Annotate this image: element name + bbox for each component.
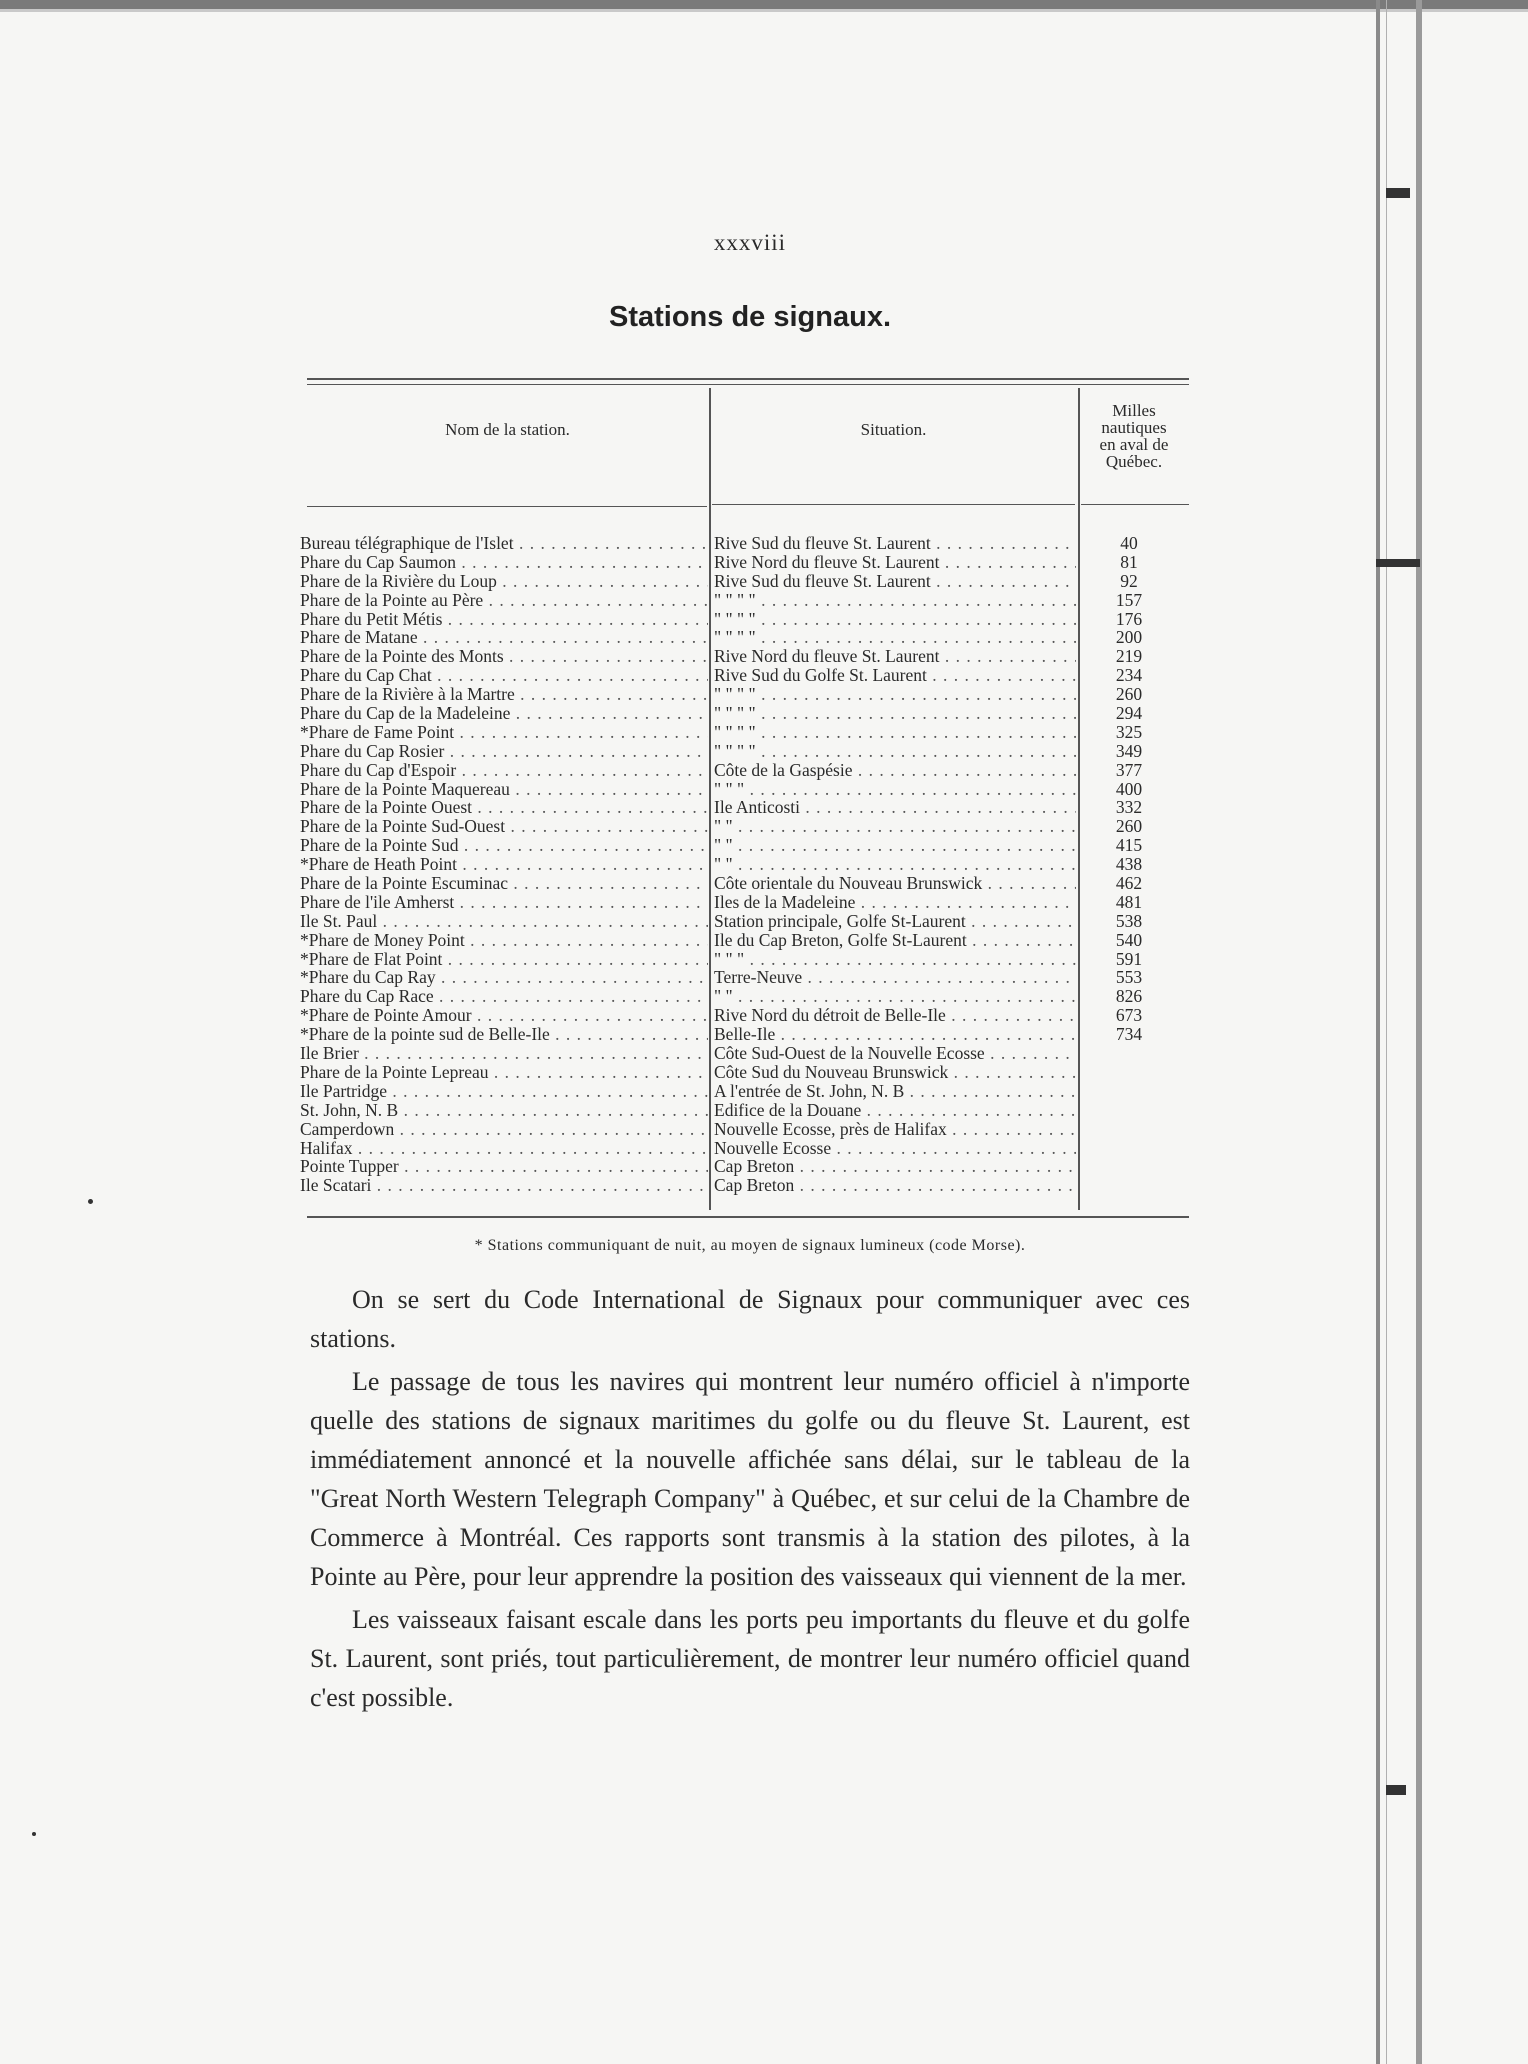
station-situation: Rive Sud du fleuve St. Laurent . . .: [714, 534, 1076, 553]
station-situation: Rive Nord du fleuve St. Laurent . . .: [714, 553, 1076, 572]
binding-mark: [1376, 559, 1420, 567]
station-name: Phare du Cap d'Espoir . . .: [300, 761, 708, 780]
station-name: *Phare de Heath Point . . .: [300, 855, 708, 874]
station-name: Phare de la Rivière à la Martre . . .: [300, 685, 708, 704]
station-name: *Phare de Flat Point . . .: [300, 950, 708, 969]
station-situation: Edifice de la Douane . . .: [714, 1101, 1076, 1120]
station-name: Phare de la Pointe Sud . . .: [300, 836, 708, 855]
station-name: Phare de Matane . . .: [300, 628, 708, 647]
paragraph: Les vaisseaux faisant escale dans les ports peu importants du fleuve et du golfe St. Laurent, sont priés, tout particulièrement, de montrer leur numéro officiel quand c'est possible.: [310, 1605, 1190, 1712]
column-header-situation: Situation.: [860, 420, 927, 439]
station-situation: Côte de la Gaspésie . . .: [714, 761, 1076, 780]
station-situation: " " . . .: [714, 855, 1076, 874]
station-name: Halifax . . .: [300, 1139, 708, 1158]
column-header-miles-line: nautiques: [1101, 418, 1167, 437]
station-name: St. John, N. B . . .: [300, 1101, 708, 1120]
table-row: [300, 1006, 1200, 1025]
table-row: [300, 893, 1200, 912]
table-header-rule: [712, 504, 1075, 505]
station-miles: 294: [1115, 703, 1143, 724]
table-row: [300, 1101, 1200, 1120]
scan-speck: [32, 1832, 36, 1836]
table-footnote: * Stations communiquant de nuit, au moyen de signaux lumineux (code Morse).: [474, 1237, 1026, 1254]
table-header-rule: [1081, 504, 1189, 505]
table-row: [300, 817, 1200, 836]
station-miles: 200: [1115, 627, 1143, 648]
station-situation: " " " . . .: [714, 950, 1076, 969]
station-miles: 92: [1120, 570, 1138, 591]
station-name: Phare de la Pointe Sud-Ouest . . .: [300, 817, 708, 836]
station-situation: Cap Breton . . .: [714, 1157, 1076, 1176]
station-situation: Nouvelle Ecosse, près de Halifax . . .: [714, 1120, 1076, 1139]
table-row: [300, 572, 1200, 591]
station-situation: " " . . .: [714, 817, 1076, 836]
table-row: [300, 836, 1200, 855]
table-row: [300, 610, 1200, 629]
table-row: [300, 761, 1200, 780]
table-row: [300, 591, 1200, 610]
scan-top-edge-shadow: [0, 9, 1528, 12]
table-row: [300, 931, 1200, 950]
station-name: Ile Brier . . .: [300, 1044, 708, 1063]
station-situation: " " " " . . .: [714, 591, 1076, 610]
table-bottom-rule: [307, 1216, 1189, 1218]
station-miles: 553: [1115, 967, 1143, 988]
station-name: *Phare du Cap Ray . . .: [300, 968, 708, 987]
station-situation: Rive Nord du détroit de Belle-Ile . . .: [714, 1006, 1076, 1025]
station-miles: 332: [1115, 797, 1143, 818]
scan-speck: [88, 1199, 93, 1204]
table-row: [300, 987, 1200, 1006]
station-miles: 234: [1115, 665, 1143, 686]
station-miles: 219: [1115, 646, 1143, 667]
table-top-rule: [307, 378, 1189, 380]
station-situation: Côte Sud du Nouveau Brunswick . . .: [714, 1063, 1076, 1082]
stations-table-body: [300, 534, 1200, 1195]
station-name: *Phare de Money Point . . .: [300, 931, 708, 950]
station-miles: 438: [1115, 854, 1143, 875]
table-row: [300, 1044, 1200, 1063]
table-row: [300, 553, 1200, 572]
binding-mark: [1386, 1785, 1406, 1795]
column-header-miles-line: en aval de: [1099, 435, 1169, 454]
station-name: Phare du Cap de la Madeleine . . .: [300, 704, 708, 723]
station-situation: Rive Sud du Golfe St. Laurent . . .: [714, 666, 1076, 685]
scan-top-edge: [0, 0, 1528, 9]
table-row: [300, 1082, 1200, 1101]
column-header-name: Nom de la station.: [445, 420, 570, 439]
table-row: [300, 912, 1200, 931]
station-miles: 826: [1115, 986, 1143, 1007]
station-name: Ile St. Paul . . .: [300, 912, 708, 931]
station-situation: Cap Breton . . .: [714, 1176, 1076, 1195]
station-miles: 377: [1115, 759, 1143, 780]
station-miles: 40: [1120, 533, 1138, 553]
station-situation: " " . . .: [714, 836, 1076, 855]
table-row: [300, 534, 1200, 553]
station-miles: 349: [1115, 740, 1143, 761]
page-title: Stations de signaux.: [609, 301, 891, 333]
table-row: [300, 968, 1200, 987]
table-row: [300, 780, 1200, 799]
station-name: Bureau télégraphique de l'Islet . . .: [300, 534, 708, 553]
table-row: [300, 704, 1200, 723]
station-situation: " " " " . . .: [714, 685, 1076, 704]
body-text: [310, 1280, 1190, 1717]
station-situation: " " . . .: [714, 987, 1076, 1006]
station-miles: 400: [1115, 778, 1143, 799]
station-situation: Rive Nord du fleuve St. Laurent . . .: [714, 647, 1076, 666]
table-row: [300, 1120, 1200, 1139]
table-row: [300, 874, 1200, 893]
station-miles: 462: [1115, 873, 1143, 894]
station-situation: Ile Anticosti . . .: [714, 798, 1076, 817]
station-name: *Phare de la pointe sud de Belle-Ile . . .: [300, 1025, 708, 1044]
table-row: [300, 666, 1200, 685]
station-miles: 81: [1120, 551, 1138, 572]
station-name: Phare du Cap Rosier . . .: [300, 742, 708, 761]
table-header-rule: [307, 506, 707, 507]
station-situation: " " " " . . .: [714, 723, 1076, 742]
station-miles: 591: [1115, 948, 1143, 969]
station-name: Phare du Cap Chat . . .: [300, 666, 708, 685]
station-miles: 540: [1115, 929, 1143, 950]
station-name: Camperdown . . .: [300, 1120, 708, 1139]
station-situation: Terre-Neuve . . .: [714, 968, 1076, 987]
station-situation: Nouvelle Ecosse . . .: [714, 1139, 1076, 1158]
column-header-miles: [1080, 402, 1188, 470]
station-situation: Ile du Cap Breton, Golfe St-Laurent . . .: [714, 931, 1076, 950]
station-name: *Phare de Fame Point . . .: [300, 723, 708, 742]
station-name: Phare de la Pointe Lepreau . . .: [300, 1063, 708, 1082]
station-situation: Iles de la Madeleine . . .: [714, 893, 1076, 912]
table-row: [300, 1176, 1200, 1195]
page-number: xxxviii: [713, 230, 787, 255]
table-row: [300, 1025, 1200, 1044]
table-row: [300, 628, 1200, 647]
station-name: Ile Scatari . . .: [300, 1176, 708, 1195]
table-row: [300, 685, 1200, 704]
station-situation: Rive Sud du fleuve St. Laurent . . .: [714, 572, 1076, 591]
station-situation: Côte orientale du Nouveau Brunswick . . .: [714, 874, 1076, 893]
table-row: [300, 855, 1200, 874]
station-situation: Station principale, Golfe St-Laurent . . .: [714, 912, 1076, 931]
table-row: [300, 742, 1200, 761]
table-row: [300, 950, 1200, 969]
paragraph: Le passage de tous les navires qui montrent leur numéro officiel à n'importe quelle des stations de signaux maritimes du golfe ou du fleuve St. Laurent, est immédiatement annoncé et la nouvelle affichée sans délai, sur le tableau de la "Great North Western Telegraph Company" à Québec, et sur celui de la Chambre de Commerce à Montréal. Ces rapports sont transmis à la station des pilotes, à la Pointe au Père, pour leur apprendre la position des vaisseaux qui viennent de la mer.: [310, 1367, 1190, 1591]
table-row: [300, 647, 1200, 666]
station-name: Phare de la Pointe au Père . . .: [300, 591, 708, 610]
station-name: Pointe Tupper . . .: [300, 1157, 708, 1176]
station-name: Phare de la Rivière du Loup . . .: [300, 572, 708, 591]
binding-mark: [1386, 188, 1410, 198]
station-name: Ile Partridge . . .: [300, 1082, 708, 1101]
station-name: Phare de la Pointe Ouest . . .: [300, 798, 708, 817]
table-row: [300, 1157, 1200, 1176]
station-name: Phare de la Pointe Maquereau . . .: [300, 780, 708, 799]
station-situation: Côte Sud-Ouest de la Nouvelle Ecosse . . .: [714, 1044, 1076, 1063]
column-header-miles-line: Québec.: [1105, 452, 1163, 471]
table-top-rule-double: [307, 384, 1189, 385]
station-miles: 673: [1115, 1005, 1143, 1026]
station-situation: " " " . . .: [714, 780, 1076, 799]
station-miles: 325: [1115, 721, 1143, 742]
station-situation: A l'entrée de St. John, N. B . . .: [714, 1082, 1076, 1101]
station-situation: " " " " . . .: [714, 704, 1076, 723]
table-row: [300, 1139, 1200, 1158]
station-name: Phare du Cap Race . . .: [300, 987, 708, 1006]
station-name: Phare de l'ile Amherst . . .: [300, 893, 708, 912]
station-situation: Belle-Ile . . .: [714, 1025, 1076, 1044]
station-miles: 176: [1115, 608, 1143, 629]
station-miles: 415: [1115, 835, 1143, 856]
table-row: [300, 798, 1200, 817]
station-miles: 157: [1115, 589, 1143, 610]
station-name: Phare du Petit Métis . . .: [300, 610, 708, 629]
station-situation: " " " " . . .: [714, 628, 1076, 647]
column-header-miles-line: Milles: [1112, 401, 1156, 420]
station-situation: " " " " . . .: [714, 610, 1076, 629]
station-name: *Phare de Pointe Amour . . .: [300, 1006, 708, 1025]
table-row: [300, 1063, 1200, 1082]
station-situation: " " " " . . .: [714, 742, 1076, 761]
paragraph: On se sert du Code International de Signaux pour communiquer avec ces stations.: [310, 1285, 1190, 1353]
station-miles: 260: [1115, 816, 1143, 837]
station-name: Phare de la Pointe des Monts . . .: [300, 647, 708, 666]
station-miles: 538: [1115, 910, 1143, 931]
station-miles: 734: [1115, 1024, 1143, 1045]
station-miles: 481: [1115, 891, 1143, 912]
station-name: Phare de la Pointe Escuminac . . .: [300, 874, 708, 893]
station-miles: 260: [1115, 684, 1143, 705]
table-row: [300, 723, 1200, 742]
station-name: Phare du Cap Saumon . . .: [300, 553, 708, 572]
